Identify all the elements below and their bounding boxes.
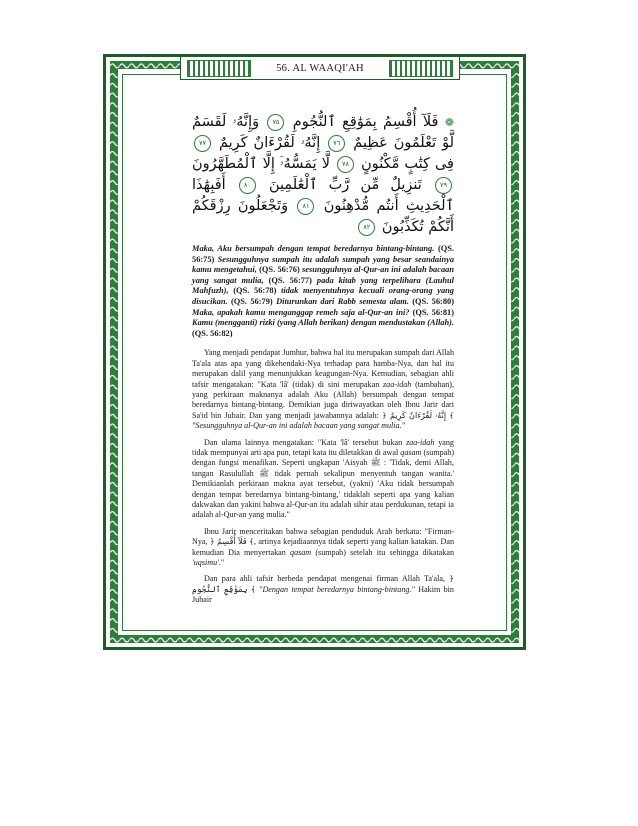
body-italic: zaa-idah: [383, 379, 412, 389]
body-text: Yang menjadi pendapat Jumhur, bahwa hal itu merupakan sumpah dari Allah Ta'ala atas apa yang dikehendaki-Nya terhadap para hamba-Nya, dan hal itu merupakan dalil yang menunjukkan keagungan-Nya. Kemudian, sebagian ahli tafsir mengatakan: "Kata 'lâ' (tidak) di sini merupakan: [192, 348, 454, 389]
ayah-number: ٧٨: [337, 156, 354, 173]
body-text: , artinya kejadiaannya tidak seperti yang kalian katakan. Dan kemudian Dia menyertakan: [192, 537, 454, 557]
arabic-line: وَإِنَّهُۥ لَقَسَمٌ لَّوْ تَعْلَمُونَ: [192, 114, 455, 151]
translation-text: sesungguhnya al-Qur-an ini adalah bacaan yang sangat mulia,: [192, 265, 454, 285]
header-ornament-right: [389, 60, 453, 77]
translation-text: tidak menyentuhnya kecuali orang-orang yang disucikan.: [192, 286, 454, 306]
translation-text: Diturunkan dari Rabb semesta alam.: [276, 296, 409, 306]
arabic-line: تَنزِيلٌ مِّن رَّبِّ ٱلْعَٰلَمِينَ: [268, 177, 422, 193]
ayah-number: ٧٩: [435, 177, 452, 194]
body-italic: qasam: [400, 448, 422, 457]
body-paragraph: [192, 348, 454, 431]
surah-title: 56. AL WAAQI'AH: [276, 62, 364, 74]
inline-arabic: ﴿ فَلَآ أُقْسِمُ ﴾: [209, 537, 254, 547]
inline-arabic: ﴿ إِنَّهُۥ لَقُرْءَانٌ كَرِيمٌ ﴾: [382, 410, 454, 420]
arabic-line: وَتَجْعَلُونَ رِزْقَكُمْ أَنَّكُمْ تُكَذِّبُونَ: [192, 198, 454, 235]
verse-ref: (QS. 56:75): [192, 244, 455, 264]
surah-header: [180, 56, 460, 80]
ayah-number: ٧٥: [267, 114, 284, 131]
inline-arabic: ﴿ بِمَوَٰقِعِ ٱلنُّجُومِ ﴾: [192, 574, 454, 594]
arabic-line: عَظِيمٌ: [353, 135, 388, 151]
ayah-number: ٧٧: [194, 135, 211, 152]
body-text: (sumpah) dengan fungsi menafikan. Seperti ungkapan 'Aisyah ﷺ : 'Tidak, demi Allah, tangan Rasulullah ﷺ tidak pernah sekalipun menyentuh tangan wanita.' Demikianlah perkiraan makna ayat tersebut, (yakni) 'Aku tidak bersumpah dengan tempat beredarnya bintang-bintang,' tidaklah seperti apa yang kalian dakwakan dan yakini bahwa al-Qur-an itu adalah sihir atau perdukunan, tetapi ia adalah al-Qur-an yang mulia.": [192, 448, 455, 520]
body-text: yang tidak mempunyai arti apa pun, tetapi kata itu diletakkan di awal: [192, 437, 454, 457]
verse-translation: [192, 244, 454, 339]
translation-text: pada kitab yang terpelihara (Lauhul Mahfuzh),: [192, 275, 455, 296]
body-text: .": [218, 558, 225, 568]
verse-ref: (QS. 56:81): [412, 307, 454, 317]
verse-ref: (QS. 56:76): [259, 265, 300, 275]
translation-text: Maka, Aku bersumpah dengan tempat beredarnya bintang-bintang.: [192, 244, 435, 253]
body-text: Dan ulama lainnya mengatakan: "Kata 'lâ' tersebut bukan: [204, 437, 407, 447]
arabic-verses: [192, 112, 454, 238]
arabic-line: فَلَآ أُقْسِمُ بِمَوَٰقِعِ ٱلنُّجُومِ: [292, 114, 439, 130]
body-text: (tambahan), yang perkiraan maknanya adalah Aku (Allah) bersumpah dengan tempat beredarnya bintang-bintang. Demikian juga diriwayatkan oleh Ibnu Jarir dari Sa'id bin Jubair. Dan yang menjadi jawabannya adalah:: [192, 379, 454, 420]
body-italic: "Dengan tempat beredarnya bintang-bintang.": [255, 584, 415, 594]
body-italic: zaa-idah: [406, 437, 435, 447]
verse-ref: (QS. 56:77): [268, 275, 312, 285]
body-italic: "Sesungguhnya al-Qur-an ini adalah bacaan yang sangat mulia.": [192, 421, 406, 431]
body-text: Hakim bin Jubair: [192, 584, 454, 605]
body-text: (sumpah) setelah itu sehingga dikatakan: [311, 547, 454, 557]
page-content: [192, 112, 454, 612]
ayah-number: ٨١: [297, 198, 314, 215]
verse-ref: (QS. 56:79): [230, 296, 273, 306]
body-text: Ibnu Jarir menceritakan bahwa sebagian penduduk Arab berkata: "Firman-Nya,: [192, 526, 454, 547]
verse-start-ornament-icon: ❁: [444, 116, 455, 129]
body-text: Dan para ahli tafsir berbeda pendapat mengenai firman Allah Ta'ala,: [204, 574, 450, 584]
arabic-line: ٱلْحَدِيثِ أَنتُم مُّدْهِنُونَ: [323, 198, 455, 214]
verse-ref: (QS. 56:82): [192, 328, 233, 338]
verse-ref: (QS. 56:78): [233, 286, 277, 296]
body-italic: 'uqsimu': [192, 558, 219, 568]
body-paragraph: [192, 527, 454, 569]
arabic-line: إِنَّهُۥ لَقُرْءَانٌ كَرِيمٌ: [218, 135, 321, 151]
ayah-number: ٨٢: [358, 219, 375, 236]
translation-text: Sesungguhnya sumpah itu adalah sumpah yang besar seandainya kamu mengetahui,: [192, 254, 455, 275]
verse-ref: (QS. 56:80): [412, 296, 454, 306]
arabic-line: فِى كِتَٰبٍ مَّكْنُونٍ: [361, 156, 454, 172]
body-paragraph: [192, 438, 454, 521]
arabic-line: أَفَبِهَٰذَا: [192, 177, 226, 193]
ayah-number: ٨٠: [239, 177, 256, 194]
body-italic: qasam: [290, 547, 312, 557]
arabic-line: لَّا يَمَسُّهُۥٓ إِلَّا ٱلْمُطَهَّرُونَ: [192, 156, 330, 172]
ayah-number: ٧٦: [328, 135, 345, 152]
header-ornament-left: [187, 60, 251, 77]
body-paragraph: [192, 574, 454, 605]
translation-text: Maka, apakah kamu menganggap remeh saja al-Qur-an ini?: [192, 307, 410, 317]
translation-text: Kamu (mengganti) rizki (yang Allah berikan) dengan mendustakan (Allah).: [192, 318, 454, 328]
